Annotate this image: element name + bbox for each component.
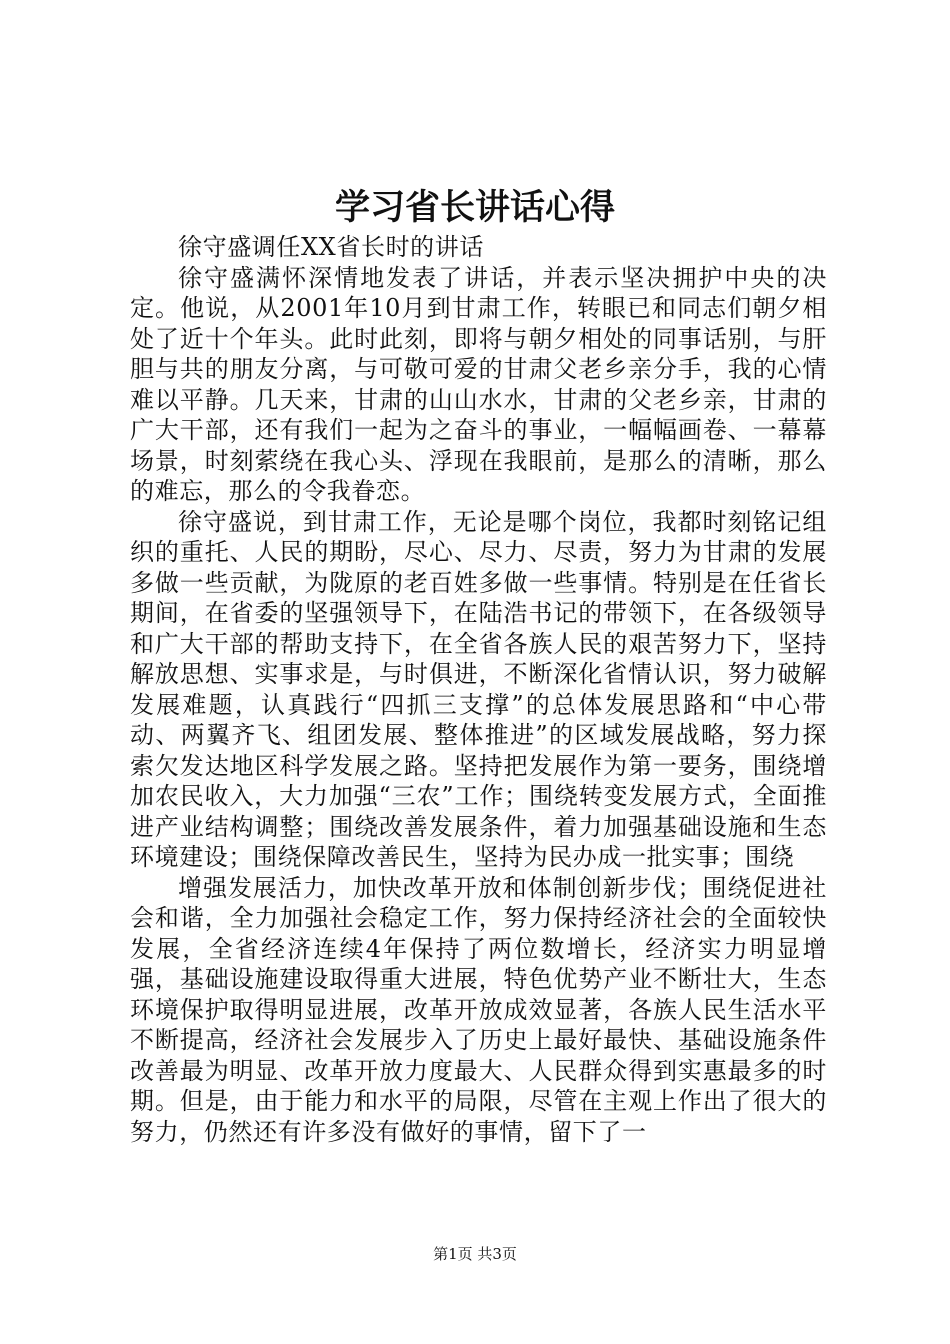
- paragraph: 徐守盛说，到甘肃工作，无论是哪个岗位，我都时刻铭记组织的重托、人民的期盼，尽心、尽力、尽责，努力为甘肃的发展多做一些贡献，为陇原的老百姓多做一些事情。特别是在任省长期间，在省委的坚强领导下，在陆浩书记的带领下，在各级领导和广大干部的帮助支持下，在全省各族人民的艰苦努力下，坚持解放思想、实事求是，与时俱进，不断深化省情认识，努力破解发展难题，认真践行“四抓三支撑”的总体发展思路和“中心带动、两翼齐飞、组团发展、整体推进”的区域发展战略，努力探索欠发达地区科学发展之路。坚持把发展作为第一要务，围绕增加农民收入，大力加强“三农”工作；围绕转变发展方式，全面推进产业结构调整；围绕改善发展条件，着力加强基础设施和生态环境建设；围绕保障改善民生，坚持为民办成一批实事；围绕: [130, 507, 827, 871]
- paragraph: 徐守盛满怀深情地发表了讲话，并表示坚决拥护中央的决定。他说，从2001年10月到甘肃工作，转眼已和同志们朝夕相处了近十个年头。此时此刻，即将与朝夕相处的同事话别，与肝胆与共的朋友分离，与可敬可爱的甘肃父老乡亲分手，我的心情难以平静。几天来，甘肃的山山水水，甘肃的父老乡亲，甘肃的广大干部，还有我们一起为之奋斗的事业，一幅幅画卷、一幕幕场景，时刻萦绕在我心头、浮现在我眼前，是那么的清晰，那么的难忘，那么的令我眷恋。: [130, 263, 827, 505]
- document-title: 学习省长讲话心得: [334, 188, 615, 228]
- paragraph: 增强发展活力，加快改革开放和体制创新步伐；围绕促进社会和谐，全力加强社会稳定工作，努力保持经济社会的全面较快发展，全省经济连续4年保持了两位数增长，经济实力明显增强，基础设施建设取得重大进展，特色优势产业不断壮大，生态环境保护取得明显进展，改革开放成效显著，各族人民生活水平不断提高，经济社会发展步入了历史上最好最快、基础设施条件改善最为明显、改革开放力度最大、人民群众得到实惠最多的时期。但是，由于能力和水平的局限，尽管在主观上作出了很大的努力，仍然还有许多没有做好的事情，留下了一: [130, 873, 827, 1146]
- document-body: [130, 232, 827, 1147]
- page-number-footer: 第1页 共3页: [433, 1245, 517, 1263]
- paragraph-heading: 徐守盛调任XX省长时的讲话: [178, 233, 484, 261]
